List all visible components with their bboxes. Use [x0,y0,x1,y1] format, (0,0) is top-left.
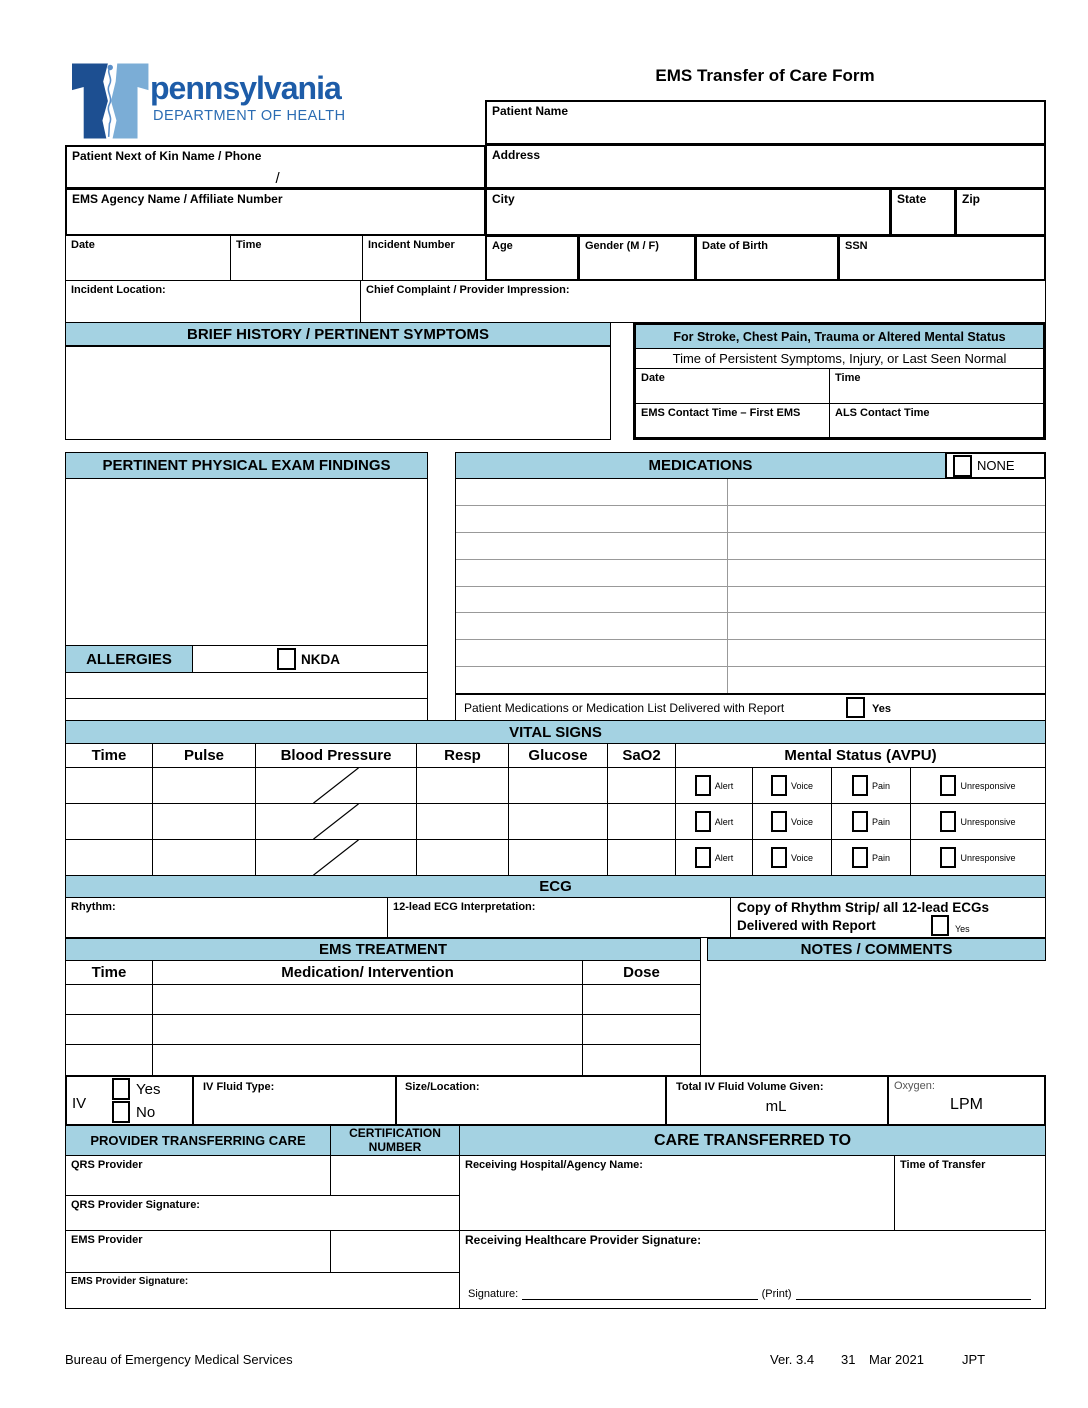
vitals-bp-cell[interactable] [255,803,417,840]
agency-label: EMS Agency Name / Affiliate Number [72,192,283,206]
avpu-voice-cell: Voice [752,767,832,804]
notes-header-label: NOTES / COMMENTS [800,941,953,958]
pa-keystone-logo [72,62,150,140]
treatment-header [65,938,701,961]
iv-label: IV [72,1095,87,1112]
medications-none-checkbox[interactable] [953,455,972,477]
avpu-alert-checkbox[interactable] [695,811,711,832]
vitals-resp-cell[interactable] [416,839,509,876]
vitals-time-cell[interactable] [65,803,153,840]
gender-label: Gender (M / F) [585,240,659,252]
care-transferred-header: CARE TRANSFERRED TO [459,1125,1046,1156]
vitals-resp-cell[interactable] [416,803,509,840]
address-label: Address [492,148,541,162]
vitals-pulse-cell[interactable] [152,839,256,876]
treatment-time-cell[interactable] [65,1014,153,1045]
footer-version: Ver. 3.4 [770,1352,815,1367]
qrs-provider-signature-field[interactable] [65,1195,460,1231]
vitals-pulse-cell[interactable] [152,767,256,804]
medication-row[interactable] [456,667,1045,693]
avpu-voice-cell: Voice [752,839,832,876]
time-of-transfer-label: Time of Transfer [900,1159,986,1171]
avpu-pain-cell: Pain [831,839,911,876]
vitals-header-label: VITAL SIGNS [509,723,602,741]
time-field[interactable] [230,235,363,281]
medications-delivered-yes-checkbox[interactable] [846,697,865,718]
ecg-rhythm-field[interactable] [65,897,388,938]
qrs-cert-number-field[interactable] [330,1155,460,1196]
avpu-alert-cell: Alert [675,767,753,804]
ssn-label: SSN [845,240,868,252]
receiving-hospital-label: Receiving Hospital/Agency Name: [465,1159,643,1171]
avpu-unresponsive-checkbox[interactable] [940,811,956,832]
avpu-voice-checkbox[interactable] [771,775,787,796]
treatment-dose-cell[interactable] [582,1044,701,1076]
state-label: State [897,192,927,206]
medications-delivered-yes-label: Yes [872,703,891,715]
iv-size-location-field[interactable] [400,1095,660,1123]
avpu-pain-cell: Pain [831,767,911,804]
receiving-hospital-field[interactable] [459,1155,895,1231]
incident-number-field[interactable] [362,235,486,281]
vitals-col-sao2: SaO2 [607,743,676,768]
avpu-alert-checkbox[interactable] [695,775,711,796]
avpu-pain-checkbox[interactable] [852,811,868,832]
ems-contact-time-field[interactable]: EMS Contact Time – First EMS [641,407,801,419]
stroke-date-field[interactable]: Date [641,372,665,384]
vitals-resp-cell[interactable] [416,767,509,804]
iv-fluid-type-field[interactable] [198,1095,388,1123]
nkda-label: NKDA [301,651,340,667]
history-header-label: BRIEF HISTORY / PERTINENT SYMPTOMS [187,325,489,343]
logo-subtitle: DEPARTMENT OF HEALTH [153,108,346,124]
stroke-header: For Stroke, Chest Pain, Trauma or Altered Mental Status [636,325,1043,349]
allergies-header [65,645,193,673]
footer-rev-date: Mar 2021 [869,1352,924,1367]
provider-transferring-header: PROVIDER TRANSFERRING CARE [65,1125,331,1156]
avpu-unresponsive-checkbox[interactable] [940,847,956,868]
age-label: Age [492,240,513,252]
avpu-pain-checkbox[interactable] [852,775,868,796]
receiving-signature-cell [459,1230,1046,1309]
avpu-alert-cell: Alert [675,839,753,876]
allergies-field-row1[interactable] [65,672,428,699]
ecg-copy-line2: Delivered with Report [737,918,876,933]
city-field[interactable] [485,188,891,236]
medications-delivered-label: Patient Medications or Medication List Delivered with Report [464,701,785,715]
stroke-time-field[interactable]: Time [829,369,1043,403]
footer-rev-day: 31 [841,1352,856,1367]
vitals-glucose-cell[interactable] [508,839,608,876]
medications-delivered-row [455,694,1046,721]
vitals-col-bp: Blood Pressure [255,743,417,768]
vitals-col-mental: Mental Status (AVPU) [675,743,1046,768]
next-of-kin-label: Patient Next of Kin Name / Phone [72,149,262,163]
vitals-bp-cell[interactable] [255,839,417,876]
stroke-subheader: Time of Persistent Symptoms, Injury, or Last Seen Normal [636,349,1043,369]
signature-label: Signature: [468,1288,519,1300]
treatment-col-dose: Dose [582,960,701,985]
iv-divider [395,1077,397,1124]
iv-ml-label: mL [765,1098,787,1115]
vitals-header [65,720,1046,744]
allergies-header-label: ALLERGIES [86,650,172,668]
date-field[interactable] [65,235,232,281]
treatment-header-label: EMS TREATMENT [318,941,448,958]
vitals-sao2-cell[interactable] [607,839,676,876]
medication-row[interactable] [456,587,1045,614]
treatment-col-time: Time [65,960,153,985]
bp-slash [256,804,416,839]
treatment-dose-cell[interactable] [582,984,701,1015]
kin-phone-slash: / [275,170,280,187]
time-of-transfer-field[interactable] [894,1155,1046,1231]
ems-provider-signature-label: EMS Provider Signature: [71,1276,189,1287]
dob-label: Date of Birth [702,240,768,252]
medications-none-cell [945,452,1046,479]
avpu-alert-cell: Alert [675,803,753,840]
vitals-bp-cell[interactable] [255,767,417,804]
zip-field[interactable] [955,188,1046,236]
avpu-alert-checkbox[interactable] [695,847,711,868]
vitals-glucose-cell[interactable] [508,767,608,804]
city-label: City [492,192,515,206]
vitals-col-glucose: Glucose [508,743,608,768]
gender-field[interactable] [578,235,696,281]
zip-label: Zip [962,192,980,206]
next-of-kin-field[interactable] [65,145,486,189]
medications-header [455,452,946,479]
ems-provider-label: EMS Provider [71,1234,143,1246]
stroke-box [633,322,1046,440]
vitals-col-pulse: Pulse [152,743,256,768]
medication-row[interactable] [456,479,1045,506]
treatment-medication-cell[interactable] [152,1014,583,1045]
print-line[interactable] [796,1288,1031,1300]
qrs-provider-signature-label: QRS Provider Signature: [71,1199,200,1211]
vitals-col-resp: Resp [416,743,509,768]
vitals-glucose-cell[interactable] [508,803,608,840]
ssn-field[interactable] [838,235,1046,281]
vitals-time-cell[interactable] [65,767,153,804]
medication-row[interactable] [456,613,1045,640]
history-header [65,322,611,346]
history-field[interactable] [65,346,611,440]
medications-table[interactable] [455,478,1046,694]
nkda-checkbox[interactable] [277,648,296,670]
avpu-unresponsive-cell: Unresponsive [910,803,1046,840]
vitals-col-time: Time [65,743,153,768]
logo-brand: pennsylvania [150,70,341,106]
treatment-medication-cell[interactable] [152,1044,583,1076]
avpu-pain-checkbox[interactable] [852,847,868,868]
nkda-cell [192,645,428,673]
signature-line[interactable] [522,1288,757,1300]
iv-yes-checkbox[interactable] [112,1078,130,1100]
date-label: Date [71,239,95,251]
iv-size-location-label: Size/Location: [405,1081,480,1093]
time-label: Time [236,239,262,251]
ecg-interpretation-field[interactable] [387,897,731,938]
oxygen-label: Oxygen: [894,1080,935,1092]
medications-none-label: NONE [977,458,1015,473]
avpu-unresponsive-checkbox[interactable] [940,775,956,796]
allergies-field-row2[interactable] [65,698,428,721]
avpu-voice-cell: Voice [752,803,832,840]
patient-name-field[interactable] [485,100,1046,145]
qrs-provider-field[interactable] [65,1155,331,1196]
ems-provider-field[interactable] [65,1230,331,1273]
treatment-time-cell[interactable] [65,1044,153,1076]
treatment-dose-cell[interactable] [582,1014,701,1045]
ecg-rhythm-label: Rhythm: [71,901,116,913]
avpu-unresponsive-cell: Unresponsive [910,839,1046,876]
incident-location-field[interactable] [65,280,361,323]
chief-complaint-label: Chief Complaint / Provider Impression: [366,284,570,296]
medication-row[interactable] [456,506,1045,533]
iv-no-checkbox[interactable] [112,1101,130,1123]
qrs-provider-label: QRS Provider [71,1159,143,1171]
iv-fluid-type-label: IV Fluid Type: [203,1081,275,1093]
agency-field[interactable] [65,188,486,236]
ecg-header-label: ECG [539,878,572,895]
notes-field[interactable] [707,961,1046,1075]
medication-row[interactable] [456,533,1045,560]
treatment-time-cell[interactable] [65,984,153,1015]
medications-header-label: MEDICATIONS [648,457,753,474]
avpu-unresponsive-cell: Unresponsive [910,767,1046,804]
bp-slash [256,840,416,875]
address-field[interactable] [485,144,1046,189]
bp-slash [256,768,416,803]
ecg-copy-line1: Copy of Rhythm Strip/ all 12-lead ECGs [737,900,990,915]
caduceus-icon [108,67,110,137]
chief-complaint-field[interactable] [360,280,1046,323]
ecg-copy-yes-checkbox[interactable] [931,915,949,936]
exam-field[interactable] [65,478,428,646]
ecg-copy-yes-label: Yes [955,924,970,934]
iv-yes-label: Yes [136,1081,161,1098]
vitals-time-cell[interactable] [65,839,153,876]
dob-field[interactable] [695,235,839,281]
vitals-sao2-cell[interactable] [607,803,676,840]
footer-bureau: Bureau of Emergency Medical Services [65,1352,293,1367]
iv-total-volume-label: Total IV Fluid Volume Given: [676,1081,824,1093]
ems-provider-signature-field[interactable] [65,1272,460,1309]
treatment-col-medication: Medication/ Intervention [152,960,583,985]
ems-cert-number-field[interactable] [330,1230,460,1273]
exam-header-label: PERTINENT PHYSICAL EXAM FINDINGS [102,457,391,474]
exam-header [65,452,428,479]
medication-row[interactable] [456,640,1045,667]
ecg-interpretation-label: 12-lead ECG Interpretation: [393,901,536,913]
treatment-medication-cell[interactable] [152,984,583,1015]
incident-location-label: Incident Location: [71,284,166,296]
print-label: (Print) [761,1288,792,1300]
iv-divider [192,1077,194,1124]
certification-number-header: CERTIFICATION NUMBER [330,1125,460,1156]
incident-number-label: Incident Number [368,239,455,251]
als-contact-time-field[interactable]: ALS Contact Time [829,404,1043,437]
notes-header [707,938,1046,961]
page-title: EMS Transfer of Care Form [655,66,875,85]
patient-name-label: Patient Name [492,104,569,118]
ecg-copy-cell [730,897,1046,938]
oxygen-lpm-label: LPM [950,1096,983,1113]
avpu-pain-cell: Pain [831,803,911,840]
ecg-header [65,875,1046,898]
avpu-voice-checkbox[interactable] [771,847,787,868]
iv-no-label: No [136,1104,156,1121]
vitals-sao2-cell[interactable] [607,767,676,804]
state-field[interactable] [890,188,956,236]
vitals-pulse-cell[interactable] [152,803,256,840]
medication-row[interactable] [456,560,1045,587]
footer-initials: JPT [962,1352,986,1367]
avpu-voice-checkbox[interactable] [771,811,787,832]
age-field[interactable] [485,235,579,281]
receiving-signature-label: Receiving Healthcare Provider Signature: [465,1233,702,1247]
